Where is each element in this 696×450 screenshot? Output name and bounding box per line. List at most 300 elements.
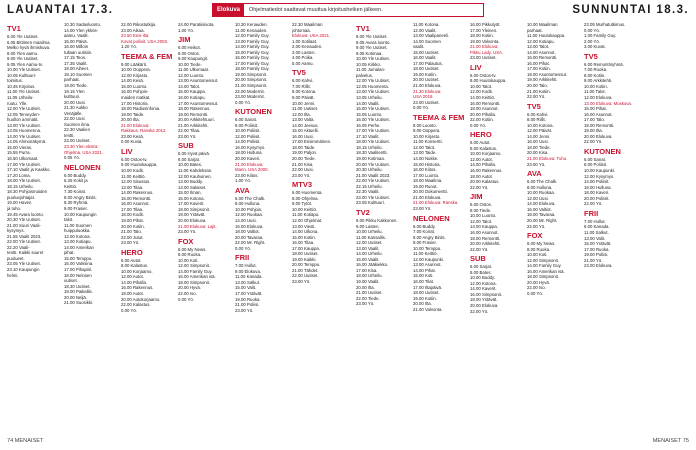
program-line: 10.00 Urheilu. xyxy=(356,229,383,235)
program-line: 15.00 Historia. xyxy=(413,161,441,167)
program-line: 12.00 Family Guy. xyxy=(235,33,270,39)
program-line: 17.00 Kaverit. xyxy=(178,201,205,207)
program-line: Venäjälle. xyxy=(64,110,83,116)
program-line: tullaan uutisiin. xyxy=(64,49,93,55)
program-line: 22.00 Yö. xyxy=(470,308,489,314)
program-line: 11.00 Kahdeksan. xyxy=(178,168,213,174)
program-line: 10.00 Kodit. xyxy=(121,168,144,174)
program-line: kysymys. xyxy=(7,228,25,234)
film-highlight: 23.50 Ensi-ilta: xyxy=(121,33,150,39)
program-line: 21.00 Vaalit 2023. xyxy=(356,172,391,178)
program-line: 19.00 Kotimaa. xyxy=(356,156,385,162)
program-line: 19.00 Pihat. xyxy=(121,217,144,223)
program-line: 11.00 Kansallis. xyxy=(356,234,387,240)
channel-heading: KUTONEN xyxy=(584,146,621,156)
program-line: 21.00 Simpsonit. xyxy=(235,83,268,89)
program-line: 8.00 Angry Birds. xyxy=(413,234,446,240)
program-line: 15.00 Family Guy. xyxy=(235,49,270,55)
program-line: 11.00 Kotona. xyxy=(413,22,440,27)
program-line: Keittiö. xyxy=(64,183,78,189)
program-line: 18.00 Aiheet. xyxy=(64,66,90,72)
program-line: 16.00 Milloin xyxy=(64,44,89,50)
listing-column xyxy=(121,22,177,434)
program-line: 10.30 Sadasluonto. xyxy=(64,22,102,27)
program-line: 0.00 Yö. xyxy=(584,27,600,33)
program-line: 20.00 Hyvä. xyxy=(178,285,201,291)
program-line: 11.00 Salkut. xyxy=(584,229,609,235)
channel-heading: TV1 xyxy=(7,24,21,33)
program-line: 10.00 Kirjasto. xyxy=(413,133,441,139)
program-line: 11.00 Ulkomaat. xyxy=(178,67,209,73)
program-line: 20.00 Kotiin. xyxy=(121,223,145,229)
program-line: 15.00 Pihat. xyxy=(584,106,607,112)
program-line: 2.00 Yö. xyxy=(584,38,600,44)
program-line: 17.10 Vaalit ja Kaakko. xyxy=(7,167,51,173)
program-line: maiden matkat. xyxy=(121,95,151,101)
program-line: 19.00 Kotiin. xyxy=(413,71,437,77)
program-line: 16.00 Family Guy. xyxy=(235,55,270,61)
program-line: ruutu. Ylle. xyxy=(7,100,28,106)
program-line: 17.00 Luonto. xyxy=(413,172,440,178)
program-line: 0.00 Yö. xyxy=(470,122,486,128)
program-line: Suomen ilma. xyxy=(64,121,91,127)
program-line: 18.00 Hulluna. xyxy=(235,150,263,156)
program-line: 17.00 Ruoka. xyxy=(584,246,610,252)
program-line: 13.00 Taide. xyxy=(413,150,437,156)
program-line: 6.00 The Chalk. xyxy=(235,195,266,201)
channel-heading: TV5 xyxy=(292,68,306,78)
program-line: 18.00 Asuntomessut. xyxy=(527,71,568,77)
program-line: 18.00 Yle Uutiset. xyxy=(7,178,41,184)
right-day-title: SUNNUNTAI 18.3. xyxy=(572,4,689,16)
program-line: 19.00 Ystävät. xyxy=(178,212,206,218)
program-line: 16.00 Vaalit. xyxy=(413,55,437,61)
program-line: 23.00 Yö. xyxy=(178,133,197,139)
program-line: talot. xyxy=(64,217,74,223)
program-line: 15.00 Kauppa. xyxy=(178,89,206,95)
program-line: 14.00 Jeesus. xyxy=(292,122,319,128)
program-line: 18.00 Yle Uutiset. xyxy=(356,139,390,145)
program-line: 13.00 Talot. xyxy=(527,44,550,50)
channel-heading: AVA xyxy=(235,185,250,195)
program-line: 0.00 Yö. xyxy=(121,307,137,313)
program-line: 9.00 Kaupungit. xyxy=(178,56,209,62)
program-line: 7.00 Hullut. xyxy=(235,263,257,269)
program-line: 6.00 Kahvi. xyxy=(527,111,549,117)
program-line: 16.05 Perhe. xyxy=(356,122,381,128)
program-line: 12.00 Kotona. xyxy=(470,280,497,286)
program-line: 10.00 Jenni. xyxy=(292,100,316,106)
program-line: 16.00 Jääkiekko. xyxy=(356,262,389,268)
film-highlight: Kovat poliisit. USA 2003. xyxy=(121,38,169,44)
program-line: 23.05 Kulttuuri. xyxy=(356,200,385,206)
program-line: 20.00 Uusi. xyxy=(64,99,86,105)
program-line: 9.00 Lasten. xyxy=(356,223,380,229)
program-line: 9.00 Kanada. xyxy=(584,224,610,230)
program-line: 8.00 Ylen aamu. xyxy=(7,50,39,56)
program-line: 15.00 Luonto. xyxy=(121,83,148,89)
program-line: 12.00 Kodit. xyxy=(470,89,493,95)
program-line: 14.00 Poliisit. xyxy=(235,139,261,145)
film-highlight: 23.30 Ylen ekstra: xyxy=(64,144,99,150)
program-line: 13.00 Yle Uutiset. xyxy=(7,122,41,128)
program-line: 19.00 Taide. xyxy=(121,111,145,117)
program-line: 19.00 Ruoka. xyxy=(235,296,261,302)
program-line: 9.05 Ylen Aamu-tv. xyxy=(7,61,43,67)
program-line: 12.05 Terveyden- xyxy=(7,111,41,117)
program-line: 12.00 Luonto. xyxy=(178,72,205,78)
program-line: 18.00 Remontti. xyxy=(584,122,615,128)
program-line: 10.00 Tiede. xyxy=(178,61,202,67)
program-line: 8.00 Rillit. xyxy=(527,117,546,123)
program-line: 10.00 Talot. xyxy=(470,83,493,89)
program-line: 12.00 Autot. xyxy=(121,274,144,280)
program-line: 7.00 Rillit. xyxy=(292,83,311,89)
program-line: 4.00 Poika. xyxy=(292,55,314,61)
program-line: puolueet. xyxy=(7,255,25,261)
program-line: 20.00 Simpsonit. xyxy=(235,77,268,83)
program-line: 12.00 Kaupunki. xyxy=(413,256,445,262)
program-line: 18.00 Kotiin. xyxy=(470,33,494,39)
program-line: 12.00 Vaalit. xyxy=(413,27,437,33)
program-line: 23.00 Kiitos. xyxy=(235,172,259,178)
program-line: 18.15 Urheilu. xyxy=(356,144,383,150)
program-line: 10.00 Luonto. xyxy=(470,213,497,219)
program-line: 6.00 The Chalk. xyxy=(527,179,558,185)
program-line: 23.00 Yö. xyxy=(292,278,311,284)
film-highlight: Elokuva: USA 2021. xyxy=(292,33,331,39)
film-highlight: Pikku Lady. USA. xyxy=(470,49,504,55)
program-line: 16.00 Rakennus. xyxy=(470,168,503,174)
program-line: 9.00 Ooppera. xyxy=(413,128,441,134)
program-line: 16.00 Remontti. xyxy=(470,100,501,106)
program-line: 17.00 Kotiin. xyxy=(527,66,551,72)
program-line: 21.00 Elokuva. xyxy=(413,194,442,200)
program-line: 0.00 Yö. xyxy=(235,245,251,251)
program-line: 12.00 Uusi. xyxy=(527,195,549,201)
program-line: 15.00 Remontti. xyxy=(527,55,558,61)
program-line: 18.15 Urheilu. xyxy=(7,183,34,189)
program-line: 20.00 Ilta. xyxy=(413,301,432,307)
program-line: 18.00 Kaveri. xyxy=(584,190,610,196)
program-line: 22.00 Yle Uutiset. xyxy=(356,178,390,184)
program-line: 0.05 Yö. xyxy=(64,155,80,161)
program-line: 16.00 Hulluna. xyxy=(584,184,612,190)
program-line: 6.00 Sarjat. xyxy=(470,264,492,270)
program-line: 23.05 Murhatutkimus. xyxy=(584,22,626,27)
program-line: 22.00 Yö. xyxy=(584,139,603,145)
program-line: 10.00 Korjaamo. xyxy=(121,268,153,274)
program-line: huollon ammatit. xyxy=(7,117,39,123)
channel-heading: JIM xyxy=(178,35,191,45)
program-line: 11.00 Keittiö. xyxy=(413,251,438,257)
program-line: 20.00 Pihalla. xyxy=(470,111,497,117)
program-line: 16.00 Rakennus. xyxy=(121,285,154,291)
program-line: 20.00 Kalastus. xyxy=(470,179,500,185)
film-highlight: 21.00 Elokuva: Tuho. xyxy=(527,156,568,162)
program-line: 8.00 Ohjelma. xyxy=(292,195,319,201)
program-line: 8.00 Hulluna. xyxy=(527,184,553,190)
program-line: 0.00 Yö. xyxy=(178,296,194,302)
program-line: 23.00 Yö. xyxy=(527,161,546,167)
program-line: 12.05 Huomenta. xyxy=(356,83,389,89)
program-line: 11.05 Urheilu- xyxy=(7,95,34,101)
program-line: 16.00 Amerikan isä. xyxy=(527,268,565,274)
program-line: 14.00 Salaiset. xyxy=(178,184,207,190)
program-line: 7.30 Koirat. xyxy=(64,189,86,195)
program-line: 6.05 Bittimen maailma. xyxy=(7,39,51,45)
program-line: 16.00 Asunnot. xyxy=(584,111,613,117)
program-line: 16.00 Kiitos. xyxy=(413,167,437,173)
program-line: 22.00 Iso. xyxy=(527,285,546,291)
program-line: 15.00 Vieras. xyxy=(7,144,33,150)
program-line: 22.30 Maailman xyxy=(292,22,323,27)
program-line: 14.00 Keittiö. xyxy=(470,95,496,101)
channel-heading: SUB xyxy=(470,254,486,264)
program-line: 14.00 Nukke. xyxy=(413,156,439,162)
program-line: 23.00 Yle Uutiset. xyxy=(356,194,390,200)
program-line: 12.00 Kysymys. xyxy=(584,173,615,179)
program-line: toimitus. xyxy=(7,78,23,84)
program-line: 16.00 Asunnot. xyxy=(121,201,150,207)
program-line: 14.00 Uusi. xyxy=(235,217,257,223)
program-line: 13.00 Valit. xyxy=(584,235,606,241)
program-line: 17.15 Teos. xyxy=(64,55,87,61)
program-line: 18.10 Suomen xyxy=(64,71,92,77)
program-line: 20.00 Arkkitehti. xyxy=(470,241,501,247)
listing-column xyxy=(235,22,291,434)
program-line: 12.00 Poliisit. xyxy=(235,133,261,139)
program-line: 16.00 Valmiina. xyxy=(64,261,94,267)
program-line: 12.00 Kirjasto. xyxy=(121,72,149,78)
program-line: 22.00 Yö. xyxy=(527,223,546,229)
program-line: 6.00 Ostos. xyxy=(470,202,492,208)
listing-column xyxy=(413,22,469,434)
program-line: 23.00 Yö. xyxy=(178,229,197,235)
program-line: 19.00 Tiede. xyxy=(64,83,88,89)
program-line: 15.00 Kotiin. xyxy=(292,234,316,240)
program-line: 17.35 Vaalit. xyxy=(64,60,88,66)
program-line: 14.00 Pihat. xyxy=(413,267,436,273)
program-line: 8.00 Ostos. xyxy=(178,50,200,56)
program-line: 10.00 Bates. xyxy=(178,162,203,168)
program-line: 17.00 Tilaa. xyxy=(121,206,144,212)
channel-heading: NELONEN xyxy=(64,162,101,172)
program-line: 18.00 Autot. xyxy=(470,173,493,179)
program-line: 23.00 Yö. xyxy=(292,172,311,178)
listing-column xyxy=(292,22,348,434)
program-line: 8.00 Bates. xyxy=(470,269,492,275)
program-line: 11.00 Talot. xyxy=(584,89,606,95)
program-line: 16.00 Yle Uutiset. xyxy=(356,117,390,123)
program-line: 14.00 Kaverit. xyxy=(470,286,497,292)
program-line: 9.00 Tytöt. xyxy=(292,201,312,207)
program-line: 14.00 Vaalit. xyxy=(356,100,380,106)
program-line: 11.00 Kenauden. xyxy=(235,27,268,33)
program-line: 12.00 Päivät. xyxy=(527,128,553,134)
program-line: 14.00 Family Guy. xyxy=(178,268,213,274)
left-page-number: 74 MENAISET xyxy=(7,438,44,444)
program-line: 8.00 Hulluna. xyxy=(235,201,261,207)
program-line: 12.00 Elokuva. xyxy=(584,95,613,101)
program-line: 22.00 Uusi xyxy=(64,116,85,122)
program-line: 18.00 Taide. xyxy=(292,144,316,150)
program-line: 23.10 Kaupungin xyxy=(7,266,40,272)
program-line: 9.00 Frasier. xyxy=(413,240,437,246)
program-line: 13.00 Viesti. xyxy=(292,223,316,229)
program-line: 21.00 Yö. xyxy=(584,257,603,263)
program-line: 12.00 Sisustus. xyxy=(121,179,151,185)
program-line: 12.00 Kotiapu. xyxy=(527,38,555,44)
program-line: 16.00 Tilaa. xyxy=(292,240,315,246)
program-line: 22.00 Iso. xyxy=(178,290,197,296)
listing-column xyxy=(7,22,63,434)
program-line: 17.00 Family Guy. xyxy=(235,60,270,66)
program-line: 6.00 Ostos-tv. xyxy=(470,72,497,78)
program-line: 18.00 Family Guy. xyxy=(235,66,270,72)
program-line: 24.00 Paratiisisota. xyxy=(178,22,215,27)
program-line: 23.00 Yö. xyxy=(235,307,254,313)
program-line: 18.00 Tiede. xyxy=(527,144,551,150)
program-line: pihat. xyxy=(64,250,75,256)
film-highlight: 21.00 Elokuva: xyxy=(121,122,150,128)
film-highlight: USA 2019. xyxy=(413,94,434,100)
program-line: 15.00 Valit. xyxy=(235,285,257,291)
program-line: 20.30 Urheilu. xyxy=(356,167,383,173)
program-line: 21.00 Poliisi. xyxy=(235,302,260,308)
channel-heading: SUB xyxy=(178,141,194,151)
program-line: 14.00 Family Guy. xyxy=(235,44,270,50)
program-line: 14.00 Pihalla. xyxy=(470,162,497,168)
channel-heading: HERO xyxy=(470,130,492,140)
program-line: 16.00 Kotiapu. xyxy=(178,95,206,101)
program-line: 10.00 Kaupunki. xyxy=(584,168,616,174)
program-line: 22.00 Yö. xyxy=(584,201,603,207)
program-line: 16.00 Kotona. xyxy=(178,195,205,201)
channel-heading: TV5 xyxy=(584,51,598,61)
listing-column xyxy=(356,22,412,434)
program-line: 10.00 Maailman xyxy=(527,22,558,27)
program-line: 21.00 Suosikki. xyxy=(64,300,94,306)
program-line: 19.00 Paikallis. xyxy=(64,289,93,295)
program-line: 21.00 Kisa. xyxy=(292,161,314,167)
program-line: 14.00 Elokuva. xyxy=(527,201,556,207)
listing-column xyxy=(470,22,526,434)
program-line: 6.00 Kahvi. xyxy=(292,78,314,84)
program-line: 12.00 Ilta. xyxy=(292,111,311,117)
program-line: 20.00 Poliisit. xyxy=(584,195,610,201)
program-line: 13.00 Asunnot. xyxy=(413,262,442,268)
film-highlight: Rakkaus. Ranska 2012. xyxy=(121,128,167,134)
program-line: 14.00 Suomen xyxy=(413,38,441,44)
program-line: 6.00 Buddy. xyxy=(64,172,87,178)
film-tag: Elokuva xyxy=(213,4,244,16)
channel-heading: LIV xyxy=(470,62,482,72)
program-line: 22.00 Yle Uutiset. xyxy=(7,239,41,245)
program-line: 20.00 Neljä. xyxy=(64,294,87,300)
program-line: 13.05 Urheilu. xyxy=(356,95,383,101)
program-line: 6.00 Sanat. xyxy=(584,156,606,162)
program-line: 6.00 Ostos-tv. xyxy=(121,156,148,162)
program-line: 20.00 Kisa. xyxy=(527,150,549,156)
program-line: 19.00 Ilta. xyxy=(584,128,603,134)
program-line: 22.00 Jutut. xyxy=(121,234,144,240)
listing-column xyxy=(178,22,234,434)
program-line: 0.00 Kuvia. xyxy=(121,139,143,145)
program-line: 18.00 Uutiset. xyxy=(413,290,440,296)
channel-heading: MTV3 xyxy=(292,180,313,190)
program-line: 9.00 Yle Uutiset. xyxy=(356,45,388,51)
program-line: uutiset. xyxy=(64,278,78,284)
program-line: 21.55 Vaalit 2023. xyxy=(7,233,42,239)
program-line: 6.25 Kokit ja xyxy=(64,178,88,184)
program-line: 6.00 Pikku Kakkonen. xyxy=(356,217,398,223)
program-line: 15.55 Purra. xyxy=(7,150,31,156)
program-line: 22.00 Tiede. xyxy=(356,295,380,301)
program-line: 18.30 Uutiset. xyxy=(64,283,91,289)
program-line: 15.00 Temppu. xyxy=(64,255,93,261)
program-line: 21.00 Uutiset. xyxy=(356,290,383,296)
program-line: 14.00 Family Guy. xyxy=(527,263,562,269)
program-line: 20.00 Ilta. xyxy=(356,284,375,290)
program-line: kulttuuri. xyxy=(64,94,81,100)
program-line: 22.15 Urheilu. xyxy=(356,183,383,189)
program-line: 12.00 Uutiset. xyxy=(356,240,383,246)
program-line: 18.00 Radiosinfonia. xyxy=(121,106,161,112)
program-line: 17.20 Loma. xyxy=(7,172,31,178)
program-line: 8.00 Kalastus. xyxy=(121,263,149,269)
program-line: 19.00 Remontti. xyxy=(178,111,209,117)
channel-heading: NELONEN xyxy=(413,213,450,223)
film-highlight: 21.00 Elokuva: Ranska. xyxy=(413,200,459,206)
program-line: 8.00 Ruoka. xyxy=(178,252,202,258)
program-line: 14.00 Kesä. xyxy=(121,78,144,84)
program-line: 12.00 Kauhuinen. xyxy=(178,173,212,179)
program-line: 8.05 Avara luonto. xyxy=(356,39,391,45)
program-line: 9.00 Yle Uutiset. xyxy=(7,56,39,62)
program-line: 18.00 Autot. xyxy=(121,290,144,296)
program-line: 10.00 Buddy. xyxy=(470,275,496,281)
program-line: 16.00 Simpsonit. xyxy=(470,291,503,297)
program-line: 10.05 Kirkko. xyxy=(356,61,382,67)
program-line: 17.00 Kauppa. xyxy=(292,245,320,251)
program-line: 17.00 Pihapiiri. xyxy=(64,266,93,272)
program-line: 18.00 Rakennus. xyxy=(178,106,211,112)
program-line: 22.00 Yö. xyxy=(470,246,489,252)
program-line: 14.00 Yle Uutiset. xyxy=(7,133,41,139)
program-line: 6.00 Autot. xyxy=(121,257,142,263)
program-line: 22.00 Tilaa. xyxy=(178,128,201,134)
page-footer xyxy=(0,438,696,448)
program-line: 6.00 Buddy. xyxy=(413,223,436,229)
channel-heading: TV5 xyxy=(527,101,541,111)
program-line: 20.00 Yle Uutiset. xyxy=(356,161,390,167)
program-line: 18.00 Remontti. xyxy=(470,235,501,241)
program-line: 20.00 Elokuva. xyxy=(178,217,207,223)
program-line: 12.00 Ruokaa. xyxy=(235,212,263,218)
program-line: 15.00 Yle Uutiset. xyxy=(356,106,390,112)
program-line: 7.00 Hullut. xyxy=(584,218,606,224)
program-line: 16.00 Amerikan isä. xyxy=(178,274,216,280)
program-line: 12.00 Simpsonit. xyxy=(527,257,560,263)
program-line: helmi. xyxy=(7,272,19,278)
program-line: 13.00 Salkut. xyxy=(235,279,261,285)
program-line: 7.00 Koirat. xyxy=(413,229,435,235)
program-line: 11.00 Kotiapu. xyxy=(292,212,320,218)
program-line: 1.00 Yö. xyxy=(178,27,194,33)
program-line: 8.30 Ryhmä. xyxy=(64,200,89,206)
program-line: aamu. Vaalit. xyxy=(64,33,89,39)
